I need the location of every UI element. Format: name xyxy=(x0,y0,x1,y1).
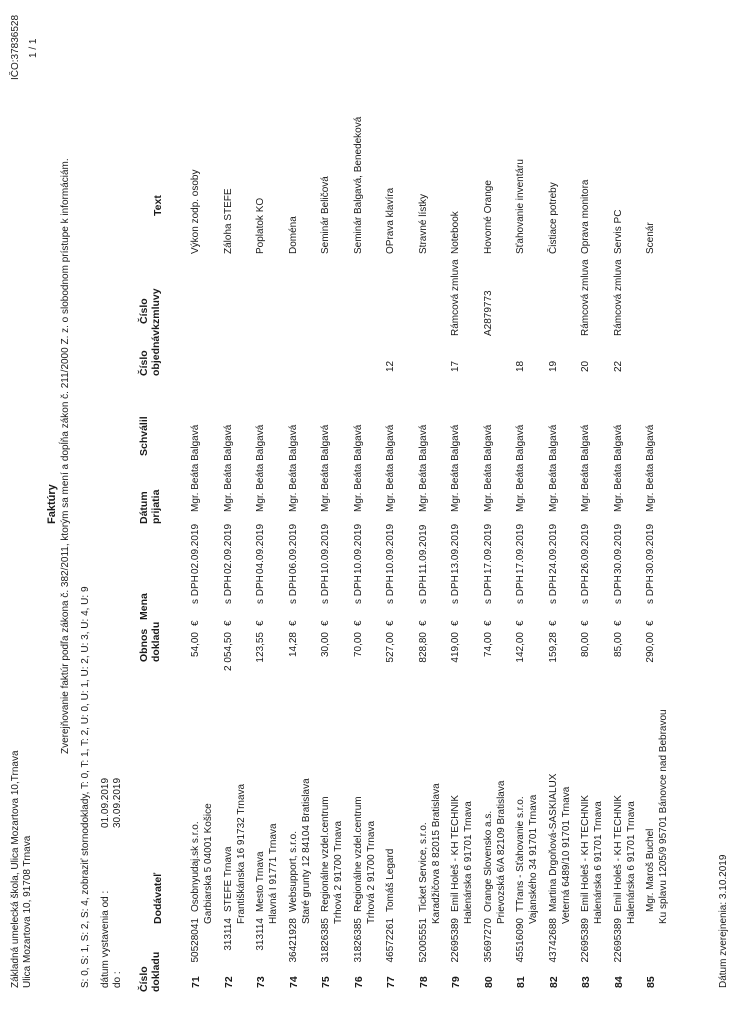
supplier-name: Emil Holeš - KH TECHNIK xyxy=(580,794,591,912)
invoice-text: Seminár Beličová xyxy=(320,176,331,254)
order-number: 20 xyxy=(580,360,591,372)
supplier-ico: 46572261 xyxy=(385,918,396,963)
header-text: Text xyxy=(152,195,164,216)
invoice-currency: € xyxy=(287,620,299,626)
received-date: 10.09.2019 xyxy=(385,523,396,574)
date-from-label: dátum vystavenia od : xyxy=(100,890,111,988)
supplier-address: Františkánska 16 91732 Trnava xyxy=(235,783,247,924)
invoice-currency: € xyxy=(612,620,624,626)
page-number: 1 / 1 xyxy=(28,38,39,58)
invoice-amount: 85,00 xyxy=(612,632,624,658)
invoice-vat: s DPH xyxy=(352,575,364,604)
supplier-address: Staré grunty 12 84104 Bratislava xyxy=(300,778,312,924)
invoice-text: Doména xyxy=(287,216,299,254)
invoice-amount: 527,00 xyxy=(385,632,396,663)
received-date: 24.09.2019 xyxy=(547,523,559,574)
contract-number: Rámcová zmluva xyxy=(612,259,624,336)
invoice-currency: € xyxy=(515,620,526,626)
row-number: 80 xyxy=(482,976,495,988)
supplier-ico: 45516090 xyxy=(515,918,526,963)
invoice-amount: 14,28 xyxy=(287,632,299,658)
invoice-amount: 419,00 xyxy=(450,632,461,663)
supplier-name: Osobnyudaj.sk s.r.o. xyxy=(190,821,201,912)
received-date: 10.09.2019 xyxy=(320,523,331,574)
invoice-currency: € xyxy=(645,620,656,626)
supplier-name: Websupport, s.r.o. xyxy=(287,831,299,912)
contract-number: Rámcová zmluva xyxy=(450,259,461,336)
header-schvalil: Schválil xyxy=(138,416,150,456)
invoice-currency: € xyxy=(450,620,461,626)
invoice-text: Scenár xyxy=(645,222,656,254)
header-cislo-zmluvy: Číslo zmluvy xyxy=(138,288,163,324)
approver-name: Mgr. Beáta Balgavá xyxy=(515,424,526,512)
received-date: 30.09.2019 xyxy=(645,523,656,574)
supplier-address: Trhová 2 91700 Trnava xyxy=(365,820,377,924)
invoice-currency: € xyxy=(580,620,591,626)
invoice-amount: 74,00 xyxy=(482,632,494,658)
invoice-text: Seminár Balgavá, Benedeková xyxy=(352,116,364,254)
supplier-address: Vajanského 34 91701 Trnava xyxy=(528,794,539,924)
document-title: Faktúry xyxy=(46,484,58,524)
invoice-vat: s DPH xyxy=(547,575,559,604)
invoice-text: Stravné lístky xyxy=(417,193,429,254)
invoice-amount: 2 054,50 xyxy=(222,632,234,671)
date-to-label: do : xyxy=(112,971,123,988)
row-number: 76 xyxy=(352,976,365,988)
received-date: 02.09.2019 xyxy=(190,523,201,574)
order-number: 18 xyxy=(515,360,526,372)
received-date: 06.09.2019 xyxy=(287,523,299,574)
supplier-name: Regionálne vzdel.centrum xyxy=(320,796,331,912)
supplier-name: Emil Holeš - KH TECHNIK xyxy=(450,794,461,912)
row-number: 77 xyxy=(385,976,397,988)
supplier-address: Trhová 2 91700 Trnava xyxy=(333,820,344,924)
supplier-name: Emil Holeš - KH TECHNIK xyxy=(612,794,624,912)
invoice-vat: s DPH xyxy=(255,575,266,604)
row-number: 74 xyxy=(287,976,300,988)
approver-name: Mgr. Beáta Balgavá xyxy=(222,424,234,512)
row-number: 82 xyxy=(547,976,560,988)
supplier-name: STEFE Trnava xyxy=(222,846,234,912)
received-date: 02.09.2019 xyxy=(222,523,234,574)
document-subtitle: Zverejňovanie faktúr podľa zákona č. 382/2011, ktorým sa mení a dopĺňa zákon č. 211/2000 Z. z. o slobodnom prístupe k informáciám. xyxy=(60,158,71,754)
supplier-ico: 31826385 xyxy=(352,918,364,963)
ico-number: IČO:37836528 xyxy=(10,14,21,80)
received-date: 30.09.2019 xyxy=(612,523,624,574)
invoice-currency: € xyxy=(222,620,234,626)
invoice-amount: 290,00 xyxy=(645,632,656,663)
header-cislo-objednavky: Číslo objednávk xyxy=(138,324,163,376)
supplier-ico: 43742688 xyxy=(547,918,559,963)
supplier-address: Garbiarska 5 04001 Košice xyxy=(203,803,214,924)
supplier-name: Regionálne vzdel.centrum xyxy=(352,796,364,912)
supplier-name: Mesto Trnava xyxy=(255,851,266,912)
invoice-text: Sťahovanie inventáru xyxy=(515,159,526,254)
invoice-text: Oprava monitora xyxy=(580,179,591,254)
supplier-ico: 22695389 xyxy=(580,918,591,963)
invoice-amount: 142,00 xyxy=(515,632,526,663)
row-number: 85 xyxy=(645,976,657,988)
supplier-address: Halenárska 6 91701 Trnava xyxy=(593,801,604,924)
approver-name: Mgr. Beáta Balgavá xyxy=(450,424,461,512)
order-number: 22 xyxy=(612,360,624,372)
invoice-currency: € xyxy=(417,620,429,626)
supplier-name: Tomáš Legard xyxy=(385,848,396,912)
invoice-vat: s DPH xyxy=(320,575,331,604)
invoice-vat: s DPH xyxy=(515,575,526,604)
invoice-vat: s DPH xyxy=(385,575,396,604)
publication-date: Dátum zverejnenia: 3.10.2019 xyxy=(718,854,729,988)
filter-line: S: 0, S: 1, S: 2, S: 4, zobraziť stornodoklady, T: 0, T: 1, T: 2, U: 0, U: 1, U: 2, U: 3, U: 4, U: 9 xyxy=(80,586,91,988)
date-to-value: 30.09.2019 xyxy=(112,777,123,828)
invoice-text: OPrava klavíra xyxy=(385,187,396,254)
invoice-vat: s DPH xyxy=(612,575,624,604)
invoice-vat: s DPH xyxy=(450,575,461,604)
supplier-address: Ku splavu 1205/9 95701 Bánovce nad Bebravou xyxy=(658,709,669,924)
approver-name: Mgr. Beáta Balgavá xyxy=(482,424,494,512)
approver-name: Mgr. Beáta Balgavá xyxy=(580,424,591,512)
supplier-ico: 31826385 xyxy=(320,918,331,963)
invoice-currency: € xyxy=(482,620,494,626)
supplier-ico: 50528041 xyxy=(190,918,201,963)
row-number: 73 xyxy=(255,976,267,988)
invoice-amount: 159,28 xyxy=(547,632,559,663)
approver-name: Mgr. Beáta Balgavá xyxy=(385,424,396,512)
received-date: 10.09.2019 xyxy=(352,523,364,574)
supplier-ico: 313114 xyxy=(255,918,266,951)
invoice-amount: 123,55 xyxy=(255,632,266,663)
approver-name: Mgr. Beáta Balgavá xyxy=(352,424,364,512)
received-date: 26.09.2019 xyxy=(580,523,591,574)
supplier-ico: 35697270 xyxy=(482,918,494,963)
supplier-address: Veterná 6489/10 91701 Trnava xyxy=(560,786,572,924)
approver-name: Mgr. Beáta Balgavá xyxy=(417,424,429,512)
approver-name: Mgr. Beáta Balgavá xyxy=(320,424,331,512)
received-date: 04.09.2019 xyxy=(255,523,266,574)
approver-name: Mgr. Beáta Balgavá xyxy=(190,424,201,512)
invoice-currency: € xyxy=(320,620,331,626)
school-name: Základná umelecká škola, Ulica Mozartova 10,Trnava xyxy=(10,750,21,988)
row-number: 81 xyxy=(515,976,527,988)
invoice-vat: s DPH xyxy=(190,575,201,604)
received-date: 13.09.2019 xyxy=(450,523,461,574)
supplier-ico: 22695389 xyxy=(612,918,624,963)
supplier-address: Halenárska 6 91701 Trnava xyxy=(463,801,474,924)
supplier-name: Orange Slovensko a.s. xyxy=(482,810,494,912)
supplier-ico: 22695389 xyxy=(450,918,461,963)
row-number: 71 xyxy=(190,976,202,988)
header-mena: Mena xyxy=(138,593,150,620)
invoice-currency: € xyxy=(190,620,201,626)
supplier-address: Karadžičova 8 82015 Bratislava xyxy=(430,783,442,924)
invoice-text: Poplatok KO xyxy=(255,197,266,254)
school-address: Ulica Mozartova 10, 91708 Trnava xyxy=(22,835,33,988)
contract-number: Rámcová zmluva xyxy=(580,259,591,336)
invoice-amount: 54,00 xyxy=(190,632,201,658)
received-date: 17.09.2019 xyxy=(482,523,494,574)
invoice-vat: s DPH xyxy=(645,575,656,604)
invoice-text: Hovorné Orange xyxy=(482,180,494,254)
row-number: 84 xyxy=(612,976,625,988)
supplier-name: Mgr. Maroš Buchel xyxy=(645,828,656,912)
approver-name: Mgr. Beáta Balgavá xyxy=(255,424,266,512)
received-date: 17.09.2019 xyxy=(515,523,526,574)
approver-name: Mgr. Beáta Balgavá xyxy=(547,424,559,512)
header-dodavatel: Dodávateľ xyxy=(152,872,164,924)
approver-name: Mgr. Beáta Balgavá xyxy=(612,424,624,512)
header-obnos-dokladu: Obnos dokladu xyxy=(138,621,163,662)
order-number: 19 xyxy=(547,360,559,372)
invoice-vat: s DPH xyxy=(417,575,429,604)
approver-name: Mgr. Beáta Balgavá xyxy=(287,424,299,512)
supplier-name: TTrans - Sťahovanie s.r.o. xyxy=(515,796,526,912)
supplier-address: Halenárska 6 91701 Trnava xyxy=(625,801,637,924)
invoice-vat: s DPH xyxy=(287,575,299,604)
invoice-amount: 30,00 xyxy=(320,632,331,658)
invoice-currency: € xyxy=(255,620,266,626)
header-datum-prijatia: Dátum prijatia xyxy=(138,489,163,524)
invoice-amount: 828,80 xyxy=(417,632,429,663)
invoice-vat: s DPH xyxy=(580,575,591,604)
invoice-currency: € xyxy=(385,620,396,626)
invoice-vat: s DPH xyxy=(482,575,494,604)
invoice-text: Notebook xyxy=(450,211,461,254)
date-from-value: 01.09.2019 xyxy=(100,777,111,828)
row-number: 78 xyxy=(417,976,430,988)
order-number: 17 xyxy=(450,360,461,372)
invoice-text: Záloha STEFE xyxy=(222,188,234,254)
row-number: 83 xyxy=(580,976,592,988)
invoice-currency: € xyxy=(352,620,364,626)
supplier-ico: 36421928 xyxy=(287,918,299,963)
received-date: 11.09.2019 xyxy=(417,524,429,574)
row-number: 79 xyxy=(450,976,462,988)
invoice-text: Výkon zodp. osoby xyxy=(190,169,201,254)
invoice-amount: 80,00 xyxy=(580,632,591,658)
contract-number: A2879773 xyxy=(482,290,494,336)
row-number: 75 xyxy=(320,976,332,988)
invoice-currency: € xyxy=(547,620,559,626)
invoice-text: Čistiace potreby xyxy=(547,182,559,254)
supplier-ico: 52005551 xyxy=(417,918,429,963)
invoice-text: Servis PC xyxy=(612,209,624,254)
supplier-name: Martina Drgoňová-SASKIALUX xyxy=(547,773,559,912)
row-number: 72 xyxy=(222,976,235,988)
invoice-vat: s DPH xyxy=(222,575,234,604)
supplier-ico: 313114 xyxy=(222,918,234,951)
header-cislo-dokladu: Číslo dokladu xyxy=(138,951,163,992)
supplier-address: Prievozská 6/A 82109 Bratislava xyxy=(495,780,507,924)
order-number: 12 xyxy=(385,360,396,372)
invoice-amount: 70,00 xyxy=(352,632,364,658)
supplier-name: Ticket Service, s.r.o. xyxy=(417,822,429,912)
supplier-address: Hlavná I 91771 Trnava xyxy=(268,823,279,924)
approver-name: Mgr. Beáta Balgavá xyxy=(645,424,656,512)
